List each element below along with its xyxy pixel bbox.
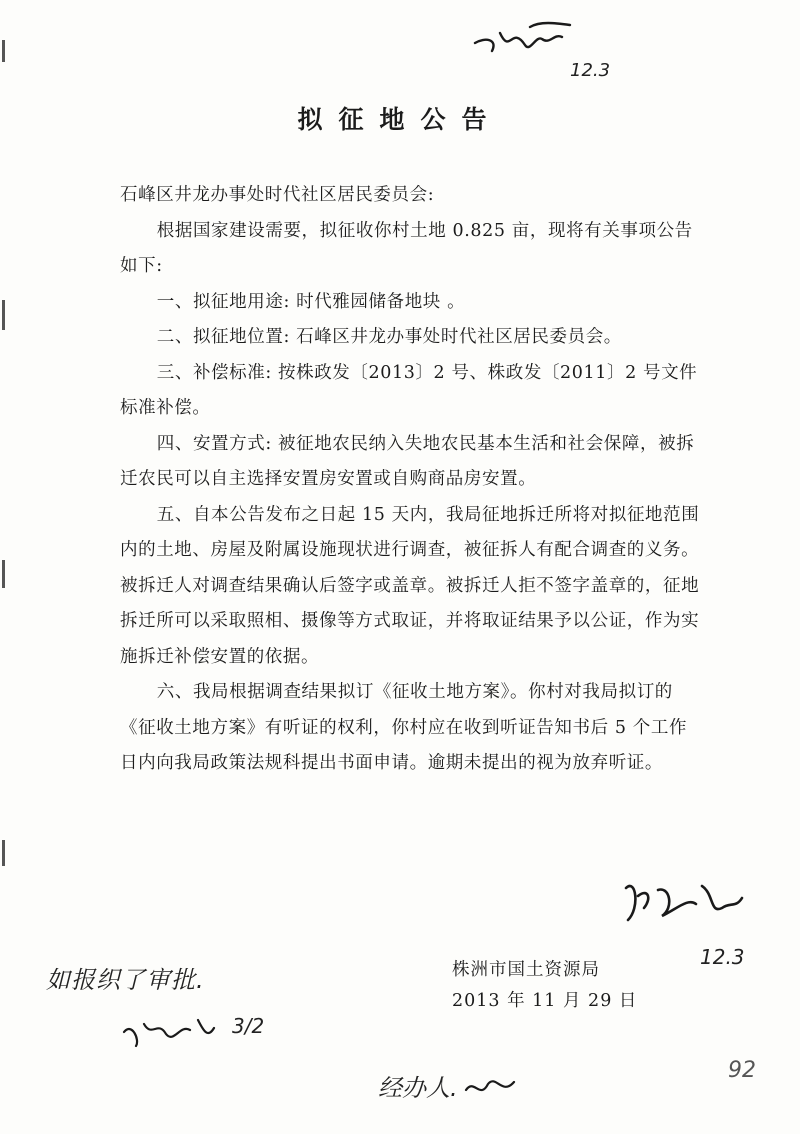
item-6: 六、我局根据调查结果拟订《征收土地方案》。你村对我局拟订的《征收土地方案》有听证的权利，你村应在收到听证告知书后 5 个工作日内向我局政策法规科提出书面申请。逾期未提出的视为放弃听证。 [120, 682, 688, 773]
addressee: 石峰区井龙办事处时代社区居民委员会: [120, 185, 435, 205]
top-handwritten-date: 12.3 [570, 60, 611, 81]
item-2: 二、拟征地位置: 石峰区井龙办事处时代社区居民委员会。 [156, 327, 622, 347]
intro-paragraph: 根据国家建设需要，拟征收你村土地 0.825 亩，现将有关事项公告如下: [120, 220, 693, 276]
left-handwritten-note: 如报织了审批. [46, 966, 205, 994]
bottom-signature [462, 1070, 522, 1104]
issue-date: 2013 年 11 月 29 日 [452, 991, 638, 1011]
notice-body [120, 178, 700, 782]
right-handwritten-date: 12.3 [700, 945, 745, 969]
item-4: 四、安置方式: 被征地农民纳入失地农民基本生活和社会保障，被拆迁农民可以自主选择安置房安置或自购商品房安置。 [120, 433, 695, 489]
issuer-block [452, 955, 637, 1017]
edge-mark [2, 560, 5, 588]
edge-mark [2, 840, 5, 866]
right-signature [618, 868, 748, 928]
item-1: 一、拟征地用途: 时代雅园储备地块 。 [156, 291, 466, 312]
item-5: 五、自本公告发布之日起 15 天内，我局征地拆迁所将对拟征地范围内的土地、房屋及附属设施现状进行调查，被征拆人有配合调查的义务。被拆迁人对调查结果确认后签字或盖章。被拆迁人拒不签字盖章的，征地拆迁所可以采取照相、摄像等方式取证，并将取证结果予以公证，作为实施拆迁补偿安置的依据。 [120, 504, 700, 667]
bottom-handwritten-note: 经办人. [378, 1074, 458, 1102]
issuer-name: 株洲市国土资源局 [452, 960, 600, 980]
item-3: 三、补偿标准: 按株政发〔2013〕2 号、株政发〔2011〕2 号文件标准补偿。 [120, 362, 698, 418]
page-title: 拟征地公告 [297, 105, 503, 134]
left-handwritten-date: 3/2 [232, 1014, 265, 1038]
edge-mark [2, 40, 5, 62]
top-signature [470, 15, 580, 65]
edge-mark [2, 300, 5, 330]
page-number: 92 [728, 1058, 756, 1083]
left-signature [118, 1010, 218, 1050]
